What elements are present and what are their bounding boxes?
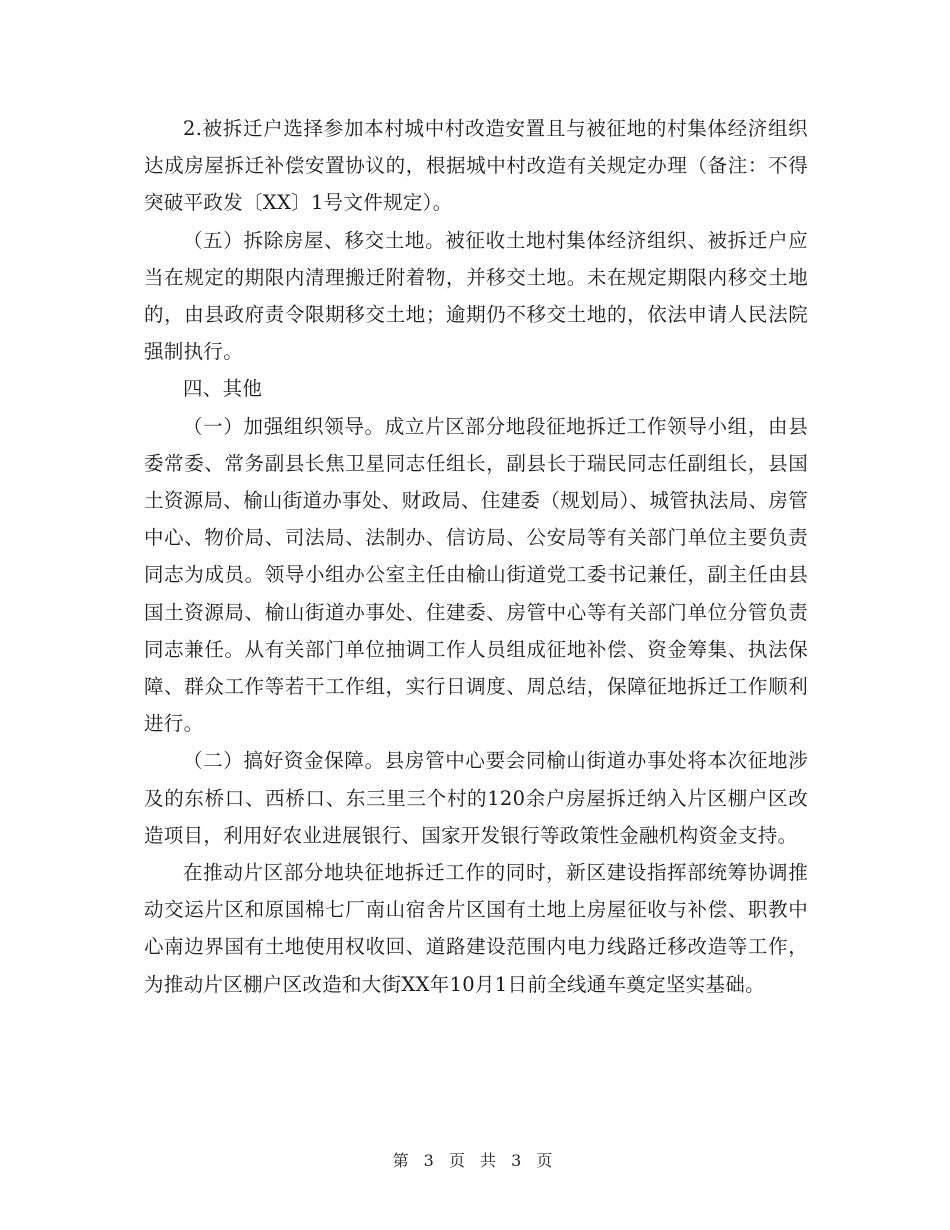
paragraph-relocation-option: 2.被拆迁户选择参加本村城中村改造安置且与被征地的村集体经济组织达成房屋拆迁补偿安置协议的，根据城中村改造有关规定办理（备注：不得突破平政发〔XX〕1号文件规定）。 (144, 117, 808, 215)
paragraph-demolish-handover: （五）拆除房屋、移交土地。被征收土地村集体经济组织、被拆迁户应当在规定的期限内清理搬迁附着物，并移交土地。未在规定期限内移交土地的，由县政府责令限期移交土地；逾期仍不移交土地的，依法申请人民法院强制执行。 (144, 228, 808, 364)
document-body (144, 110, 808, 1003)
paragraph-funding-guarantee: （二）搞好资金保障。县房管中心要会同榆山街道办事处将本次征地涉及的东桥口、西桥口、东三里三个村的120余户房屋拆迁纳入片区棚户区改造项目，利用好农业进展银行、国家开发银行等政策性金融机构资金支持。 (144, 749, 808, 847)
page-number-footer: 第 3 页 共 3 页 (392, 1151, 558, 1170)
section-heading-other: 四、其他 (183, 377, 263, 401)
paragraph-organization-leadership: （一）加强组织领导。成立片区部分地段征地拆迁工作领导小组，由县委常委、常务副县长焦卫星同志任组长，副县长于瑞民同志任副组长，县国土资源局、榆山街道办事处、财政局、住建委（规划局）、城管执法局、房管中心、物价局、司法局、法制办、信访局、公安局等有关部门单位主要负责同志为成员。领导小组办公室主任由榆山街道党工委书记兼任，副主任由县国土资源局、榆山街道办事处、住建委、房管中心等有关部门单位分管负责同志兼任。从有关部门单位抽调工作人员组成征地补偿、资金筹集、执法保障、群众工作等若干工作组，实行日调度、周总结，保障征地拆迁工作顺利进行。 (144, 414, 808, 736)
paragraph-coordination: 在推动片区部分地块征地拆迁工作的同时，新区建设指挥部统筹协调推动交运片区和原国棉七厂南山宿舍片区国有土地上房屋征收与补偿、职教中心南边界国有土地使用权收回、道路建设范围内电力线路迁移改造等工作，为推动片区棚户区改造和大街XX年10月1日前全线通车奠定坚实基础。 (144, 861, 808, 996)
